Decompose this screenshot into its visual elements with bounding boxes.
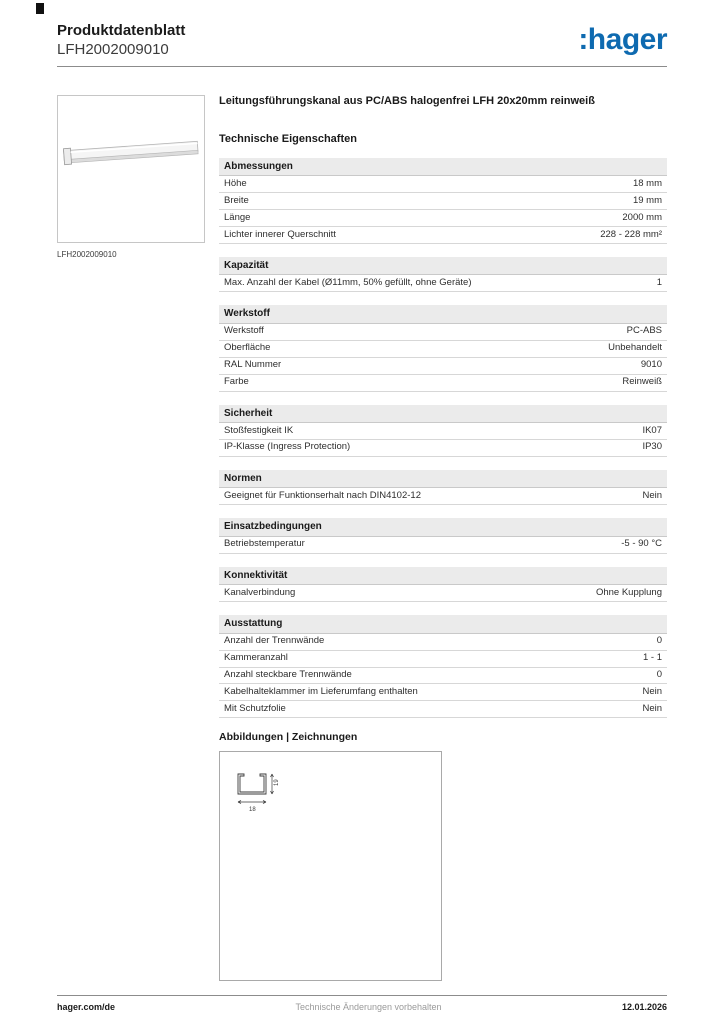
dim-width-label: 18 xyxy=(249,807,256,814)
spec-label: Werkstoff xyxy=(224,325,264,337)
spec-section xyxy=(219,305,667,391)
spec-section xyxy=(219,257,667,292)
section-title: Kapazität xyxy=(219,257,667,276)
spec-row xyxy=(219,375,667,392)
spec-value: -5 - 90 °C xyxy=(621,538,662,550)
spec-label: Anzahl steckbare Trennwände xyxy=(224,669,352,680)
spec-label: Kanalverbindung xyxy=(224,586,296,598)
spec-label: Lichter innerer Querschnitt xyxy=(224,228,336,240)
spec-label: Anzahl der Trennwände xyxy=(224,635,325,647)
footer-website: hager.com/de xyxy=(57,1002,116,1012)
spec-section xyxy=(219,405,667,457)
spec-value: Unbehandelt xyxy=(608,342,662,354)
spec-label: Kabelhalteklammer im Lieferumfang enthalten xyxy=(224,685,418,697)
spec-row xyxy=(219,585,667,602)
spec-value: 18 mm xyxy=(632,177,662,189)
trunking-photo xyxy=(58,96,204,242)
product-reference: LFH2002009010 xyxy=(57,41,169,58)
spec-value: 9010 xyxy=(640,359,662,371)
spec-label: Max. Anzahl der Kabel (Ø11mm, 50% gefüllt, ohne Geräte) xyxy=(224,276,472,288)
profile-cross-section-drawing xyxy=(228,760,318,830)
product-image xyxy=(57,95,205,243)
spec-value: 19 mm xyxy=(632,194,662,206)
spec-section xyxy=(219,470,667,505)
spec-label: Oberfläche xyxy=(224,342,271,354)
product-title: Leitungsführungskanal aus PC/ABS halogenfrei LFH 20x20mm reinweiß xyxy=(219,95,595,107)
spec-row xyxy=(219,701,667,718)
content-columns xyxy=(57,95,667,981)
left-column xyxy=(57,95,205,981)
spec-row xyxy=(219,668,667,685)
spec-row xyxy=(219,537,667,554)
section-title: Werkstoff xyxy=(219,305,667,324)
dim-height-label: 19 xyxy=(274,779,280,787)
header-titles xyxy=(57,22,185,58)
spec-label: Betriebstemperatur xyxy=(224,538,305,550)
drawings-section xyxy=(219,731,667,981)
product-image-caption: LFH2002009010 xyxy=(57,250,117,259)
spec-label: Breite xyxy=(224,194,249,206)
drawing-box xyxy=(219,751,442,981)
spec-value: 0 xyxy=(656,635,662,647)
spec-row xyxy=(219,193,667,210)
spec-value: IK07 xyxy=(642,424,662,436)
spec-row xyxy=(219,324,667,341)
spec-section xyxy=(219,518,667,553)
spec-value: Reinweiß xyxy=(622,376,662,388)
section-title: Sicherheit xyxy=(219,405,667,424)
spec-label: Höhe xyxy=(224,177,247,189)
section-title: Ausstattung xyxy=(219,615,667,634)
spec-section xyxy=(219,158,667,244)
spec-value: Ohne Kupplung xyxy=(595,586,662,598)
spec-row xyxy=(219,275,667,292)
spec-row xyxy=(219,423,667,440)
document-header xyxy=(57,22,667,67)
spec-label: IP-Klasse (Ingress Protection) xyxy=(224,441,351,453)
spec-row xyxy=(219,488,667,505)
spec-row xyxy=(219,684,667,701)
section-title: Normen xyxy=(219,470,667,489)
spec-value: Nein xyxy=(642,685,662,697)
hager-logo: :hager xyxy=(578,23,667,56)
main-column xyxy=(219,95,667,981)
spec-row xyxy=(219,341,667,358)
spec-sections xyxy=(219,158,667,719)
spec-label: Kammeranzahl xyxy=(224,652,288,664)
spec-row xyxy=(219,227,667,244)
spec-label: Länge xyxy=(224,211,251,223)
spec-label: Farbe xyxy=(224,376,249,388)
spec-label: Mit Schutzfolie xyxy=(224,702,286,714)
section-title: Konnektivität xyxy=(219,567,667,586)
technical-properties-heading: Technische Eigenschaften xyxy=(219,132,357,145)
spec-value: 1 - 1 xyxy=(642,652,662,664)
spec-row xyxy=(219,440,667,457)
spec-row xyxy=(219,651,667,668)
spec-value: PC-ABS xyxy=(626,325,662,337)
footer-date: 12.01.2026 xyxy=(621,1002,667,1012)
spec-value: 0 xyxy=(656,669,662,680)
section-title: Abmessungen xyxy=(219,158,667,177)
drawings-heading: Abbildungen | Zeichnungen xyxy=(219,731,358,744)
section-title: Einsatzbedingungen xyxy=(219,518,667,537)
spec-label: RAL Nummer xyxy=(224,359,282,371)
spec-value: 228 - 228 mm² xyxy=(600,228,662,240)
spec-row xyxy=(219,634,667,651)
spec-label: Stoßfestigkeit IK xyxy=(224,424,294,436)
spec-value: 1 xyxy=(656,276,662,288)
spec-value: Nein xyxy=(642,702,662,714)
spec-row xyxy=(219,176,667,193)
spec-label: Geeignet für Funktionserhalt nach DIN4102-12 xyxy=(224,489,421,501)
spec-row xyxy=(219,358,667,375)
spec-section xyxy=(219,567,667,602)
footer-disclaimer: Technische Änderungen vorbehalten xyxy=(295,1002,442,1012)
spec-value: Nein xyxy=(642,489,662,501)
spec-row xyxy=(219,210,667,227)
print-crop-mark xyxy=(36,3,44,14)
document-footer xyxy=(57,995,667,1012)
spec-section xyxy=(219,615,667,718)
document-title: Produktdatenblatt xyxy=(57,22,186,39)
spec-value: IP30 xyxy=(642,441,662,453)
spec-value: 2000 mm xyxy=(622,211,662,223)
